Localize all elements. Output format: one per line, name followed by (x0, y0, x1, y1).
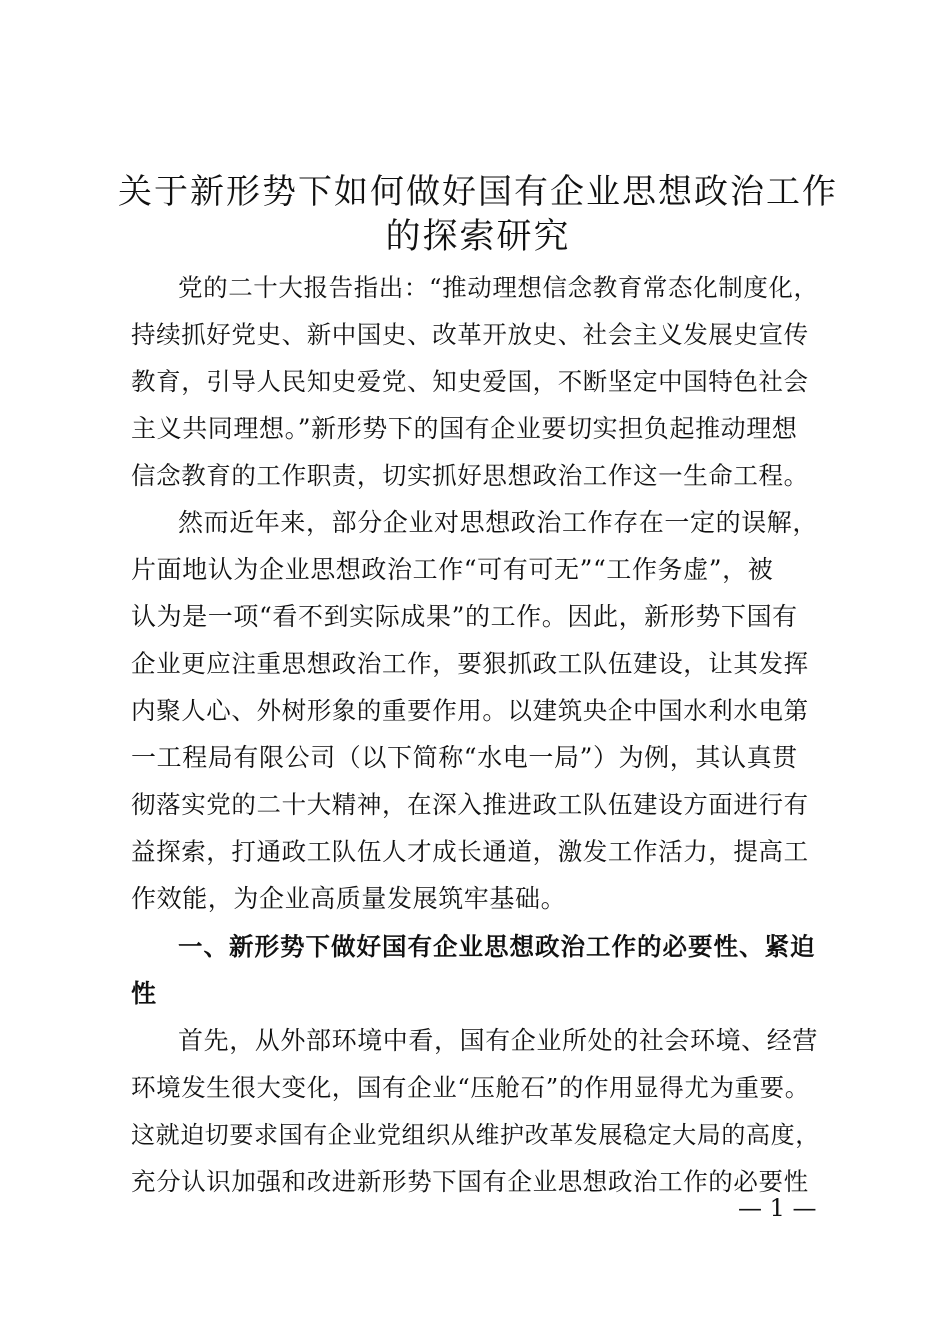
section-heading-line-1: 一、新形势下做好国有企业思想政治工作的必要性、紧迫 (178, 932, 816, 961)
document-title-line-2: 的探索研究 (385, 217, 571, 257)
paragraph-2-line-5: 内聚人心、外树形象的重要作用。以建筑央企中国水利水电第 (131, 696, 809, 725)
document-title-line-1: 关于新形势下如何做好国有企业思想政治工作 (118, 172, 838, 212)
paragraph-1-line-4: 主义共同理想。”新形势下的国有企业要切实担负起推动理想 (131, 414, 798, 443)
paragraph-1-line-2: 持续抓好党史、新中国史、改革开放史、社会主义发展史宣传 (131, 320, 809, 349)
paragraph-3-line-3: 这就迫切要求国有企业党组织从维护改革发展稳定大局的高度， (131, 1121, 820, 1149)
paragraph-2-line-8: 益探索，打通政工队伍人才成长通道，激发工作活力，提高工 (131, 837, 809, 866)
paragraph-3-line-2: 环境发生很大变化，国有企业“压舱石”的作用显得尤为重要。 (131, 1073, 810, 1102)
paragraph-2-line-7: 彻落实党的二十大精神，在深入推进政工队伍建设方面进行有 (131, 790, 809, 819)
page-number: — 1 — (738, 1194, 817, 1222)
paragraph-2-line-6: 一工程局有限公司（以下简称“水电一局”）为例，其认真贯 (131, 743, 798, 772)
paragraph-2-line-3: 认为是一项“看不到实际成果”的工作。因此，新形势下国有 (131, 602, 798, 631)
paragraph-2-line-9: 作效能，为企业高质量发展筑牢基础。 (131, 884, 567, 913)
paragraph-3-line-1: 首先，从外部环境中看，国有企业所处的社会环境、经营 (178, 1026, 819, 1055)
paragraph-1-line-3: 教育，引导人民知史爱党、知史爱国，不断坚定中国特色社会 (131, 367, 809, 396)
paragraph-1-line-5: 信念教育的工作职责，切实抓好思想政治工作这一生命工程。 (131, 461, 809, 490)
paragraph-3-line-4: 充分认识加强和改进新形势下国有企业思想政治工作的必要性 (131, 1167, 809, 1196)
paragraph-2-line-1: 然而近年来，部分企业对思想政治工作存在一定的误解， (178, 508, 819, 537)
paragraph-2-line-4: 企业更应注重思想政治工作，要狠抓政工队伍建设，让其发挥 (131, 649, 809, 678)
paragraph-1-line-1: 党的二十大报告指出：“推动理想信念教育常态化制度化， (178, 273, 819, 302)
paragraph-2-line-2: 片面地认为企业思想政治工作“可有可无”“工作务虚”，被 (131, 555, 774, 584)
section-heading-line-2: 性 (131, 979, 158, 1008)
